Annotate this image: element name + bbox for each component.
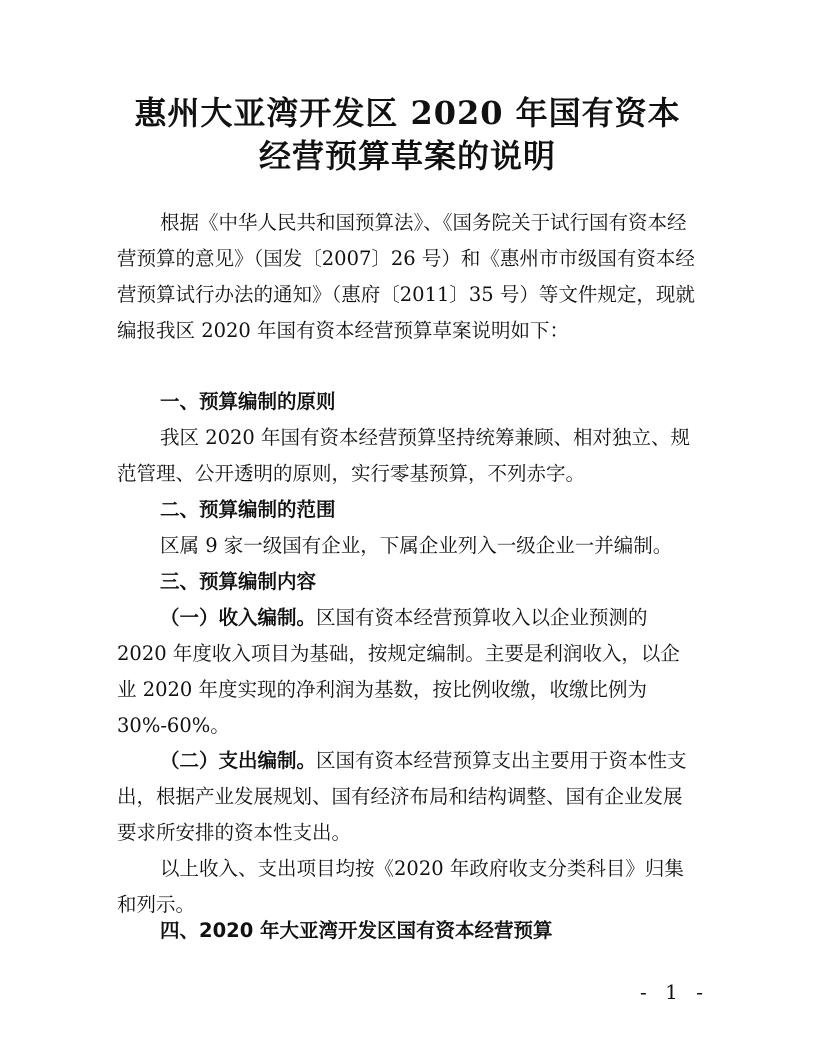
section-3-item-1 xyxy=(117,600,697,744)
section-2-heading: 二、预算编制的范围 xyxy=(160,498,336,521)
section-3-item-2-label: （二）支出编制。 xyxy=(160,749,317,772)
section-3-heading: 三、预算编制内容 xyxy=(160,570,317,593)
section-1-heading: 一、预算编制的原则 xyxy=(160,390,336,413)
section-3-item-2-text: 区国有资本经营预算支出主要用于资本性支出，根据产业发展规划、国有经济布局和结构调整、国有企业发展要求所安排的资本性支出。 xyxy=(117,749,687,844)
section-3-item-1-label: （一）收入编制。 xyxy=(160,606,317,629)
intro-paragraph: 根据《中华人民共和国预算法》、《国务院关于试行国有资本经营预算的意见》（国发〔2007〕26 号）和《惠州市市级国有资本经营预算试行办法的通知》（惠府〔2011〕35 号）等文件规定，现就编报我区 2020 年国有资本经营预算草案说明如下： xyxy=(117,211,695,342)
document-title-line-1: 惠州大亚湾开发区 2020 年国有资本 xyxy=(134,94,681,132)
section-1-text: 我区 2020 年国有资本经营预算坚持统筹兼顾、相对独立、规范管理、公开透明的原则，实行零基预算，不列赤字。 xyxy=(117,426,691,485)
section-3-item-2 xyxy=(117,743,697,851)
page-number: - 1 - xyxy=(640,980,709,1004)
section-4-heading: 四、2020 年大亚湾开发区国有资本经营预算 xyxy=(160,919,553,942)
section-3-closing: 以上收入、支出项目均按《2020 年政府收支分类科目》归集和列示。 xyxy=(117,857,684,916)
section-2-text: 区属 9 家一级国有企业，下属企业列入一级企业一并编制。 xyxy=(160,534,673,557)
section-3-item-1-text: 区国有资本经营预算收入以企业预测的 2020 年度收入项目为基础，按规定编制。主要是利润收入，以企业 2020 年度实现的净利润为基数，按比例收缴，收缴比例为 30%-60%。 xyxy=(117,606,680,737)
document-title-line-2: 经营预算草案的说明 xyxy=(258,137,556,175)
